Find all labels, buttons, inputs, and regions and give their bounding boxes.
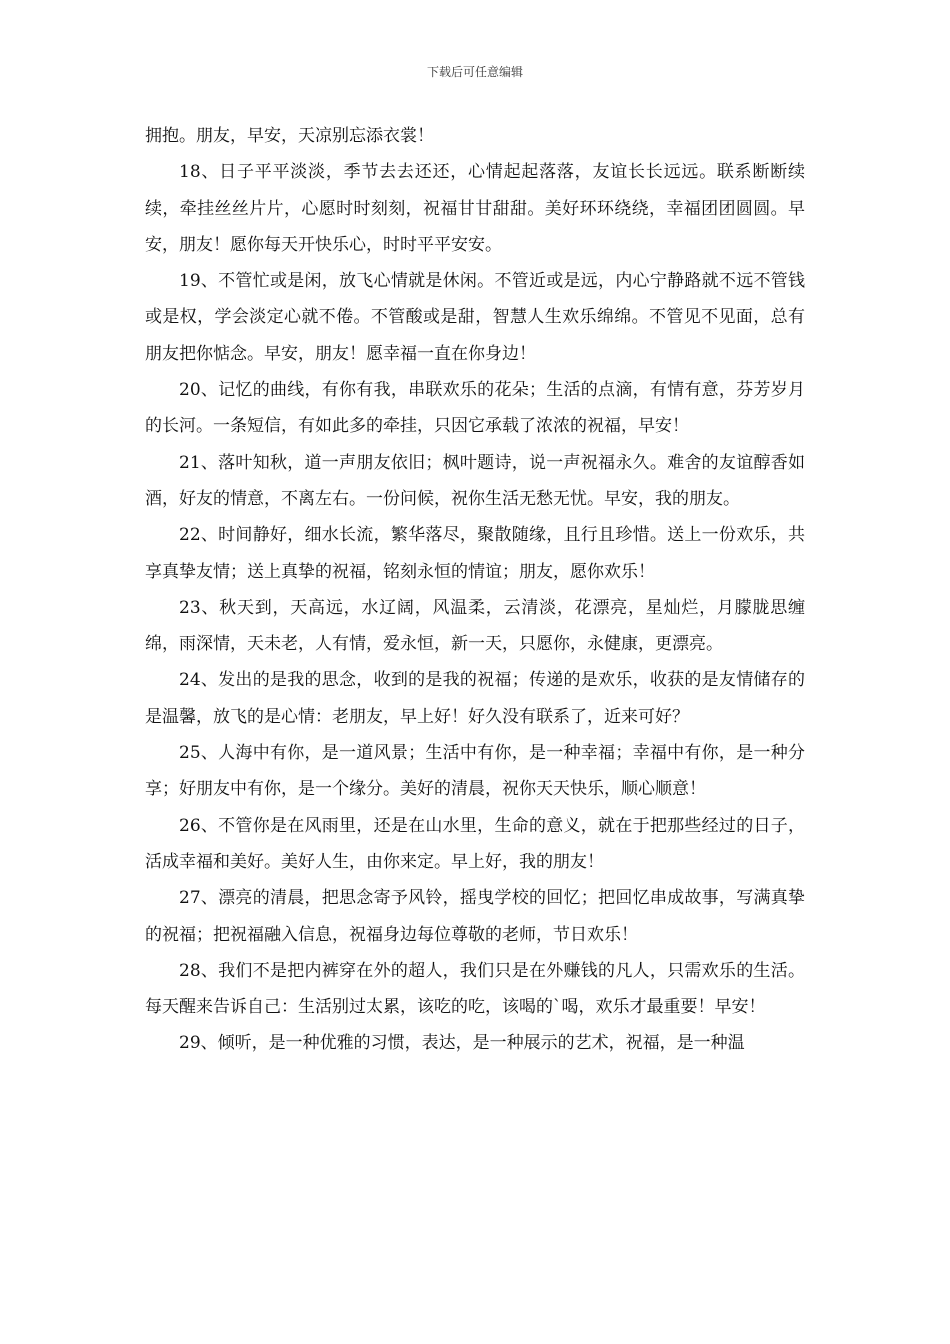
paragraph-21: 21、落叶知秋，道一声朋友依旧；枫叶题诗，说一声祝福永久。难舍的友谊醇香如酒，好友的情意，不离左右。一份问候，祝你生活无愁无忧。早安，我的朋友。	[145, 452, 805, 509]
paragraph-19: 19、不管忙或是闲，放飞心情就是休闲。不管近或是远，内心宁静路就不远不管钱或是权，学会淡定心就不倦。不管酸或是甜，智慧人生欢乐绵绵。不管见不见面，总有朋友把你惦念。早安，朋友！愿幸福一直在你身边！	[145, 271, 805, 364]
paragraph-24: 24、发出的是我的思念，收到的是我的祝福；传递的是欢乐，收获的是友情储存的是温馨，放飞的是心情：老朋友，早上好！好久没有联系了，近来可好？	[145, 670, 805, 727]
paragraph-20: 20、记忆的曲线，有你有我，串联欢乐的花朵；生活的点滴，有情有意，芬芳岁月的长河。一条短信，有如此多的牵挂，只因它承载了浓浓的祝福，早安！	[145, 380, 805, 437]
paragraph-0: 拥抱。朋友，早安，天凉别忘添衣裳！	[145, 126, 434, 146]
paragraph-28: 28、我们不是把内裤穿在外的超人，我们只是在外赚钱的凡人，只需欢乐的生活。每天醒来告诉自己：生活别过太累，该吃的吃，该喝的`喝，欢乐才最重要！早安！	[145, 960, 805, 1018]
page-header-note: 下载后可任意编辑	[426, 65, 523, 79]
paragraph-26: 26、不管你是在风雨里，还是在山水里，生命的意义，就在于把那些经过的日子，活成幸福和美好。美好人生，由你来定。早上好，我的朋友！	[145, 815, 805, 872]
paragraph-23: 23、秋天到，天高远，水辽阔，风温柔，云清淡，花漂亮，星灿烂，月朦胧思缠绵，雨深情，天未老，人有情，爱永恒，新一天，只愿你，永健康，更漂亮。	[145, 597, 805, 655]
paragraph-18: 18、日子平平淡淡，季节去去还还，心情起起落落，友谊长长远远。联系断断续续，牵挂丝丝片片，心愿时时刻刻，祝福甘甘甜甜。美好环环绕绕，幸福团团圆圆。早安，朋友！愿你每天开快乐心，时时平平安安。	[145, 162, 805, 255]
paragraph-25: 25、人海中有你，是一道风景；生活中有你，是一种幸福；幸福中有你，是一种分享；好朋友中有你，是一个缘分。美好的清晨，祝你天天快乐，顺心顺意！	[145, 743, 805, 800]
paragraph-27: 27、漂亮的清晨，把思念寄予风铃，摇曳学校的回忆；把回忆串成故事，写满真挚的祝福；把祝福融入信息，祝福身边每位尊敬的老师，节日欢乐！	[145, 888, 805, 945]
document-body	[145, 118, 805, 1062]
paragraph-29: 29、倾听，是一种优雅的习惯，表达，是一种展示的艺术，祝福，是一种温	[179, 1033, 745, 1054]
paragraph-22: 22、时间静好，细水长流，繁华落尽，聚散随缘，且行且珍惜。送上一份欢乐，共享真挚友情；送上真挚的祝福，铭刻永恒的情谊；朋友，愿你欢乐！	[145, 525, 805, 582]
